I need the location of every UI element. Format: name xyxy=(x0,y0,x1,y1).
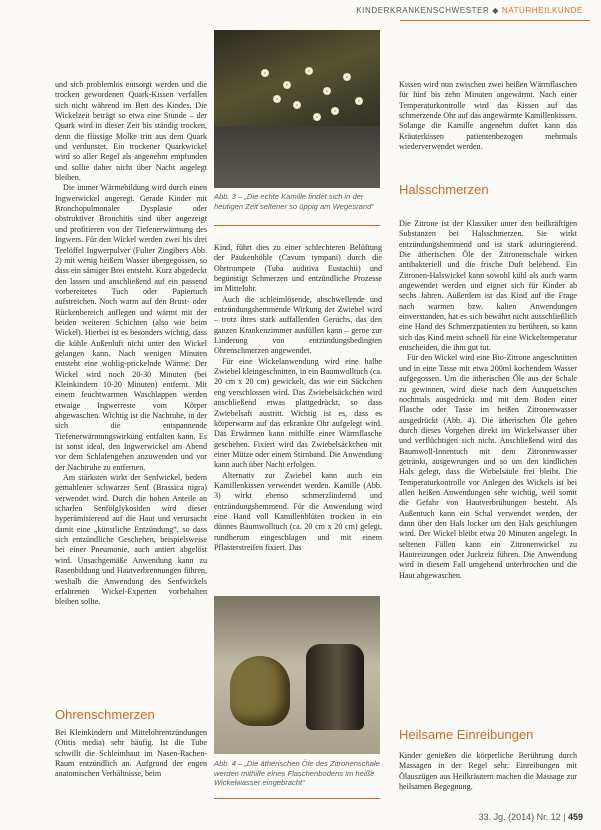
footer-volume: 33. Jg. (2014) Nr. 12 xyxy=(478,812,561,822)
paragraph: Für eine Wickelanwendung wird eine halbe Zwiebel kleingeschnitten, in ein Baumwolltuch (ca. 20 cm x 20 cm) gewickelt, das wie ein Säckchen eng verschlossen wird. Das Zwiebelsäckchen wird anschließend etwas plattgedrückt, so dass Zwiebelsaft austritt. Wichtig ist es, dass es körperwarm auf das erkrankte Ohr aufgelegt wird. Das Erwärmen kann mithilfe einer Wärmflasche geschehen. Fixiert wird das Zwiebelsäckchen mit einer Mütze oder einem Stirnband. Die Anwendung kann auch über Nacht erfolgen. xyxy=(214,356,382,470)
photo-chamomile xyxy=(214,30,380,188)
flower xyxy=(294,102,300,108)
paragraph: Kinder genießen die körperliche Berührung durch Massagen in der Regel sehr. Einreibungen mit Ölauszügen aus Heilkräutern machen die Massage zur heilsamen Begegnung. xyxy=(399,751,577,792)
hals-text xyxy=(399,219,577,581)
column-3 xyxy=(399,80,577,152)
paragraph: Alternativ zur Zwiebel kann auch ein Kamillenkissen verwendet werden. Kamille (Abb. 3) wirkt ebenso schmerzlindernd und entzündungshemmend. Für die Anwendung wird eine Hand voll Kamillenblüten trocken in ein dünnes Baumwolltuch (ca. 20 cm x 20 cm) gelegt, rundherum eingeschlagen und mit einem Pflasterstreifen fixiert. Das xyxy=(214,470,382,552)
flower xyxy=(284,82,290,88)
paragraph: Bei Kleinkindern und Mittelohrentzündungen (Otitis media) sehr häufig. Ist die Tube schwillt die Schleimhaut im Nasen-Rachen-Raum entzündlich an. Aufgrund der engen anatomischen Verhältnisse, beim xyxy=(55,728,207,779)
flower xyxy=(306,68,312,74)
paragraph: Auch die schleimlösende, abschwellende und entzündungshemmende Wirkung der Zwiebel wird – trotz ihres stark auffallenden Geruchs, das den ganzen Krankenzimmer ausfüllen kann – gerne zur Linderung von entzündungsbedingten Ohrenschmerzen angewendet. xyxy=(214,294,382,356)
paragraph: Kind, führt dies zu einer schlechteren Belüftung der Paukenhöhle (Cavum tympani) durch die Ohrtrompete (Tuba auditiva Eustachii) und begünstigt Schmerzen und entzündliche Prozesse im Mittelohr. xyxy=(214,243,382,294)
flower xyxy=(274,96,280,102)
flower xyxy=(262,70,268,76)
header-separator: ◆ xyxy=(489,6,502,15)
paragraph: Für den Wickel wird eine Bio-Zitrone angeschnitten und in eine Tasse mit etwa 200ml kochendem Wasser aufgegossen. Um die ätherischen Öle aus der Schale zu gewinnen, wird diese nach dem Ausquetschen nochmals ausgedrückt und mit dem Boden einer Flasche oder Tasse im heißen Zitronenwasser ausgedrückt (Abb. 4). Die ätherischen Öle gehen durch dieses Vorgehen direkt ins Wickelwasser über und verflüchtigen sich nicht. Anschließend wird das Baumwoll-Innentuch mit dem Zitronenwasser getränkt, ausgewrungen und so um den kindlichen Hals gelegt, dass die Wirbelsäule frei bleibt. Die Temperaturkontrolle vor Anlegen des Wickels ist bei allen heißen Anwendungen sehr wichtig, weil somit die Gefahr von Hautverbrühungen besteht. Als Außentuch kann ein Schal verwendet werden, der dann über den Hals locker um den Hals geschlungen wird. Der Wickel bleibt etwa 20 Minuten angelegt. In seltenen Fällen kann ein Zitronenwickel zu Hautreizungen oder Juckreiz führen. Die Anwendung wird in diesem Fall umgehend unterbrochen und die Haut abgewaschen. xyxy=(399,353,577,580)
header-section: KINDERKRANKENSCHWESTER xyxy=(356,6,490,15)
photo-lemon-bowl xyxy=(214,596,380,754)
flower xyxy=(324,88,330,94)
photo-jar xyxy=(306,644,364,730)
flower xyxy=(356,98,362,104)
flower xyxy=(332,108,338,114)
heil-text xyxy=(399,751,577,792)
photo-caption-3: Abb. 3 – „Die echte Kamille findet sich in der heutigen Zeit seltener so üppig am Wegesrand“ xyxy=(214,192,374,211)
column-2 xyxy=(214,243,382,553)
photo-stone-path xyxy=(214,126,380,188)
ohren-text xyxy=(55,728,207,780)
photo-caption-4: Abb. 4 – „Die ätherischen Öle des Zitronenschale werden mithilfe eines Flaschenbodens im heiße Wickelwasser eingebracht“ xyxy=(214,759,380,788)
paragraph: Die immer Wärmebildung wird durch einen Ingwerwickel angeregt. Gerade Kinder mit Bronchopulmonaler Dysplasie oder obstruktiver Bronchitis sind über angezeigt und profitieren von der Tiefenerwärmung des Ingwers. Für den Wickel werden zwei bis drei Teelöffel Ingwerpulver (Fulter Zingibers Abb. 2) mit wenig heißem Wasser übergegossen, so dass ein sämiger Brei entsteht. Kurz abgedeckt den lassen und anschließend auf ein passend vorbereitetes Tuch oder Papiertuch aufstreichen. Noch warm auf den Brust- oder Rückenbereich auflegen und wärmt mit der beiden weiteren Schichten (also wie beim Wickel). Hierbei ist es besonders wichtig, dass die kühle Außenluft nicht unter den Wickel gelangen kann. Nach wenigen Minuten entsteht eine wohlig-prickelnde Wärme. Der Wickel wird noch 20-30 Minuten (bei Kleinkindern 10-20 Minuten) entfernt. Mit einem feuchtwarmen Waschlappen werden etwaige Ingwerreste vom Körper abgewaschen. Wichtig ist die Nachruhe, in der sich die entspannende Tiefenerwärmungswirkung entfalten kann. Es ist sonst ideal, den Ingwerwickel am Abend vor dem Schlafengehen anzuwenden und vor der Nachtruhe zu entfernen. xyxy=(55,183,207,472)
paragraph: Die Zitrone ist der Klassiker unter den heilkräftigen Substanzen bei Halsschmerzen. Sie wirkt entzündungshemmend und ist stark adstringierend. Die ätherischen Öle der Zitronenschale wirken antibakteriell und die frische Duft belebend. Ein Zitronen-Halswickel kann sowohl kühl als auch warm angewendet werden und eignet sich für Kinder ab sechs Jahren. Außerdem ist das Kind auf die Frage nach warmen bzw. kalten Anwendungen einverstanden, hat es sich bewährt nicht ausschließlich eine Hand des Schmerzpatienten zu berühren, so kann sich das Kind meist schnell für eine Wickeltemperatur entscheiden, die ihm gut tut. xyxy=(399,219,577,353)
heading-heilsame-einreibungen: Heilsame Einreibungen xyxy=(399,727,534,742)
paragraph: Am stärksten wirkt der Senfwickel, bedem gemahlener schwarzer Senf (Brassica nigra) verwendet wird. Durch die hohen Anteile an scharfen Senfölglykosiden wird dieser hyperämisierend auf die Haut und verursacht damit eine „künstliche Entzündung“, so dass sich entzündliche Geschehen, beispielsweise bei einer Pneumonie, auch antiert abgelöst wird. Unsachgemäße Anwendung kann zu Rasenbildung und Hautverbrennungen führen, weshalb die Anwendung des Senfwickels erfahrenen Wickel-Experten vorbehalten bleiben sollte. xyxy=(55,473,207,607)
paragraph: und sich problemlos entsorgt werden und die trocken gewordenen Quark-Kissen verfallen sich nicht während im Bett des Kindes. Die Wickelzeit beträgt so etwa eine Stunde – der Quark wird in dieser Zeit bis ständig trocken, denn die flüssige Molke tritt aus dem Quark und verdunstet. Ein trockener Quarkwickel wird so aller Regel als angenehm empfunden und sollte daher nicht über Nacht angelegt bleiben. xyxy=(55,80,207,183)
paragraph: Kissen wird nun zwischen zwei heißen Wärmflaschen für fünf bis zehn Minuten angewärmt. Nach einer Temperaturkontrolle wird das Kissen auf das schmerzende Ohr auf das angewärmte Kamillenkissen. Solange die Kamille angenehm duftet kann das Kräuterkissen patientenbezogen mehrmals wiederverwendet werden. xyxy=(399,80,577,152)
running-header xyxy=(356,6,583,15)
caption-rule xyxy=(214,798,380,799)
page-footer xyxy=(479,812,583,822)
flower xyxy=(344,74,350,80)
heading-ohrenschmerzen: Ohrenschmerzen xyxy=(55,707,155,722)
header-rule xyxy=(400,20,590,21)
flower xyxy=(314,114,320,120)
column-1 xyxy=(55,80,207,608)
heading-halsschmerzen: Halsschmerzen xyxy=(399,182,489,197)
footer-separator: | xyxy=(560,812,568,822)
header-category: NATURHEILKUNDE xyxy=(501,6,583,15)
page-number: 459 xyxy=(567,812,583,822)
photo-bowl xyxy=(230,656,290,726)
caption-rule xyxy=(214,225,380,226)
